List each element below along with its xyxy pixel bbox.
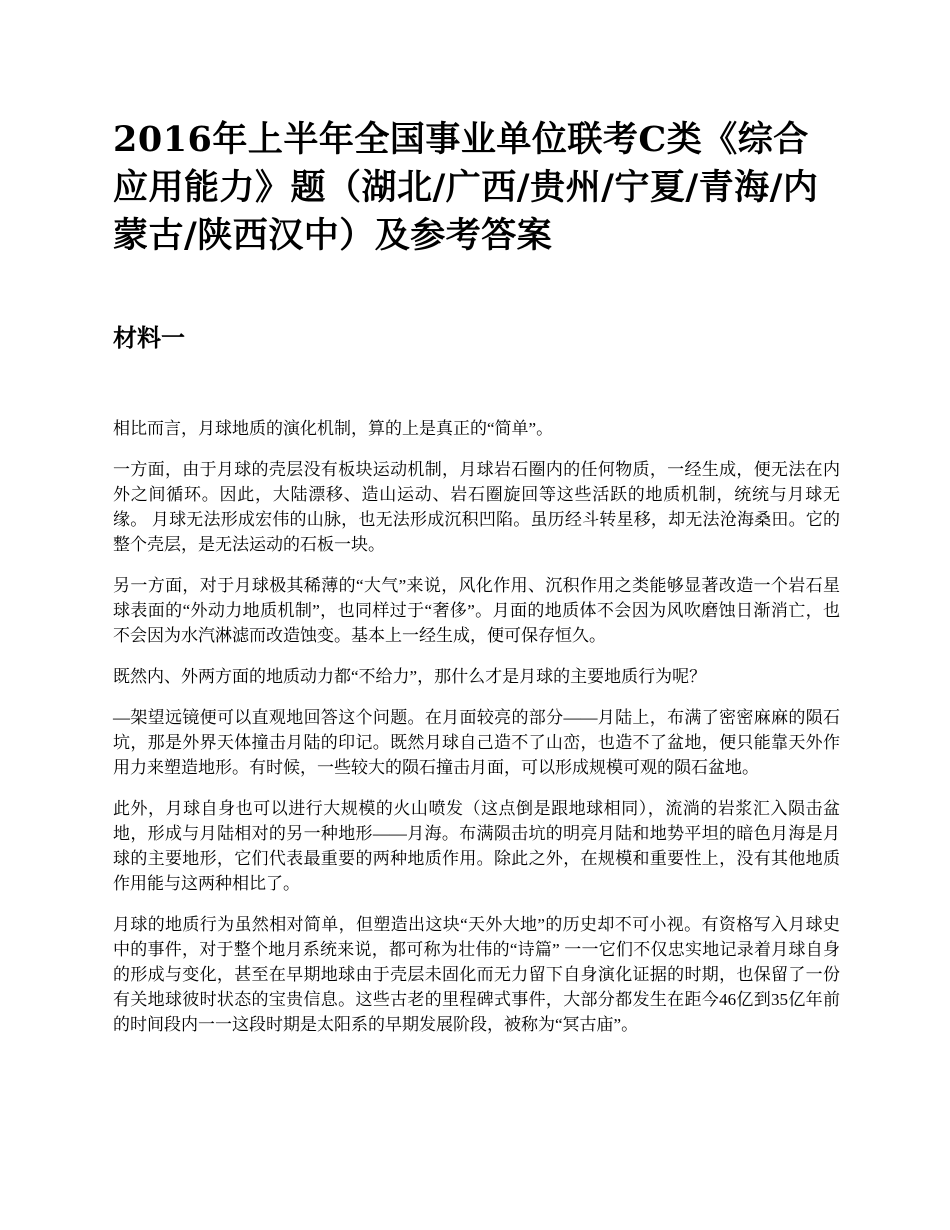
document-body bbox=[113, 416, 840, 1053]
paragraph: 另一方面，对于月球极其稀薄的“大气”来说，风化作用、沉积作用之类能够显著改造一个岩石星球表面的“外动力地质机制”，也同样过于“奢侈”。月面的地质体不会因为风吹磨蚀日渐消亡，也不会因为水汽淋滤而改造蚀变。基本上一经生成，便可保存恒久。 bbox=[113, 576, 840, 645]
paragraph: 一方面，由于月球的壳层没有板块运动机制，月球岩石圈内的任何物质，一经生成，便无法在内外之间循环。因此，大陆漂移、造山运动、岩石圈旋回等这些活跃的地质机制，统统与月球无缘。 月球无法形成宏伟的山脉，也无法形成沉积凹陷。虽历经斗转星移，却无法沧海桑田。它的整个壳层，是无法运动的石板一块。 bbox=[113, 460, 840, 554]
paragraph: 相比而言，月球地质的演化机制，算的上是真正的“简单”。 bbox=[113, 419, 554, 438]
paragraph: 月球的地质行为虽然相对简单，但塑造出这块“天外大地”的历史却不可小视。有资格写入月球史中的事件，对于整个地月系统来说，都可称为壮伟的“诗篇” 一一它们不仅忠实地记录着月球自身的形成与变化，甚至在早期地球由于壳层未固化而无力留下自身演化证据的时期，也保留了一份有关地球彼时状态的宝贵信息。这些古老的里程碑式事件，大部分都发生在距今46亿到35亿年前的时间段内一一这段时期是太阳系的早期发展阶段，被称为“冥古庙”。 bbox=[113, 915, 840, 1034]
section-heading: 材料一 bbox=[113, 323, 185, 352]
paragraph: 此外，月球自身也可以进行大规模的火山喷发（这点倒是跟地球相同），流淌的岩浆汇入陨击盆地，形成与月陆相对的另一种地形——月海。布满陨击坑的明亮月陆和地势平坦的暗色月海是月球的主要地形，它们代表最重要的两种地质作用。除此之外，在规模和重要性上，没有其他地质作用能与这两种相比了。 bbox=[113, 799, 840, 893]
paragraph: 既然内、外两方面的地质动力都“不给力”，那什么才是月球的主要地质行为呢？ bbox=[113, 667, 707, 686]
paragraph: —架望远镜便可以直观地回答这个问题。在月面较亮的部分——月陆上，布满了密密麻麻的陨石坑，那是外界天体撞击月陆的印记。既然月球自己造不了山峦，也造不了盆地，便只能靠天外作用力来塑造地形。有时候，一些较大的陨石撞击月面，可以形成规模可观的陨石盆地。 bbox=[113, 708, 840, 777]
document-title: 2016年上半年全国事业单位联考C类《综合应用能力》题（湖北/广西/贵州/宁夏/青海/内蒙古/陕西汉中）及参考答案 bbox=[113, 119, 819, 256]
